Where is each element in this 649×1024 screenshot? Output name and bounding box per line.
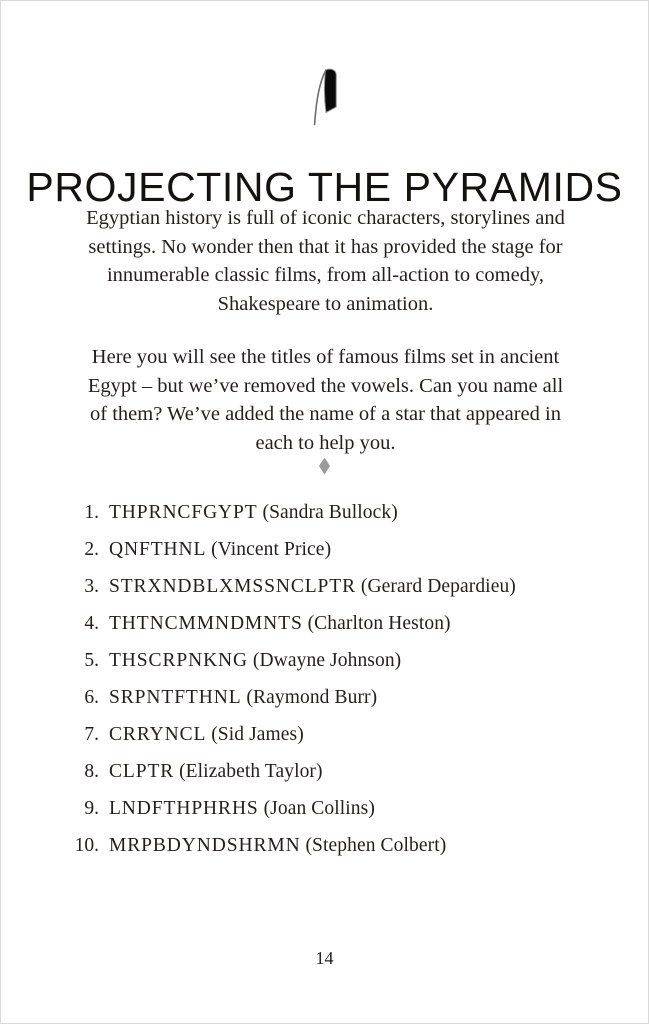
list-item-star: (Dwayne Johnson) <box>252 650 402 671</box>
list-item <box>63 722 593 759</box>
list-item-text <box>109 537 593 563</box>
intro-paragraph-2: Here you will see the titles of famous films set in ancient Egypt – but we’ve removed the vowels. Can you name all of them? We’ve added the name of a star that appeared in each to help you. <box>87 346 564 454</box>
list-item-star: (Stephen Colbert) <box>305 835 447 856</box>
list-item <box>63 833 593 870</box>
list-item-text <box>109 574 593 600</box>
list-item-number: 6. <box>84 687 99 708</box>
list-item-number: 7. <box>84 724 99 745</box>
list-item-star: (Charlton Heston) <box>307 613 451 634</box>
list-item-number: 2. <box>84 539 99 560</box>
list-item-number: 9. <box>84 798 99 819</box>
list-item-code: MRPBDYNDSHRMN <box>109 835 301 856</box>
list-item-code: QNFTHNL <box>109 539 207 560</box>
list-item-number: 5. <box>84 650 99 671</box>
list-item-text <box>109 796 593 822</box>
list-item-code: SRPNTFTHNL <box>109 687 242 708</box>
list-item <box>63 648 593 685</box>
list-item-code: LNDFTHPHRHS <box>109 798 259 819</box>
list-item <box>63 759 593 796</box>
list-item-text <box>109 722 593 748</box>
list-item-code: CRRYNCL <box>109 724 207 745</box>
list-item-text <box>109 611 593 637</box>
list-item-text <box>109 648 593 674</box>
list-item-text <box>109 759 593 785</box>
list-item-number: 4. <box>84 613 99 634</box>
list-item-star: (Vincent Price) <box>211 539 332 560</box>
divider <box>1 451 648 481</box>
puzzle-list <box>63 500 593 870</box>
list-item-code: CLPTR <box>109 761 175 782</box>
list-item-star: (Elizabeth Taylor) <box>179 761 323 782</box>
list-item-text <box>109 833 593 859</box>
list-item <box>63 796 593 833</box>
list-item-text <box>109 685 593 711</box>
page-title: PROJECTING THE PYRAMIDS <box>26 164 623 211</box>
diamond-ornament-icon <box>319 458 330 475</box>
list-item-text <box>109 500 593 526</box>
list-item-code: STRXNDBLXMSSNCLPTR <box>109 576 357 597</box>
list-item <box>63 685 593 722</box>
list-item-number: 3. <box>84 576 99 597</box>
feather-ornament <box>303 67 347 127</box>
list-item-code: THPRNCFGYPT <box>109 502 258 523</box>
list-item-code: THSCRPNKNG <box>109 650 249 671</box>
list-item <box>63 500 593 537</box>
page-number: 14 <box>315 948 334 968</box>
intro-paragraph-1: Egyptian history is full of iconic characters, storylines and settings. No wonder then that it has provided the stage for innumerable classic films, from all-action to comedy, Shakespeare to animation. <box>86 207 565 315</box>
feather-ornament-container <box>1 67 648 129</box>
list-item-star: (Gerard Depardieu) <box>360 576 516 597</box>
list-item-star: (Raymond Burr) <box>246 687 378 708</box>
list-item-star: (Sid James) <box>211 724 304 745</box>
list-item-number: 8. <box>84 761 99 782</box>
list-item <box>63 537 593 574</box>
list-item-number: 10. <box>74 835 99 856</box>
list-item <box>63 574 593 611</box>
list-item-star: (Sandra Bullock) <box>262 502 398 523</box>
list-item <box>63 611 593 648</box>
list-item-code: THTNCMMNDMNTS <box>109 613 303 634</box>
intro-text <box>85 204 566 457</box>
list-item-number: 1. <box>84 502 99 523</box>
list-item-star: (Joan Collins) <box>263 798 375 819</box>
